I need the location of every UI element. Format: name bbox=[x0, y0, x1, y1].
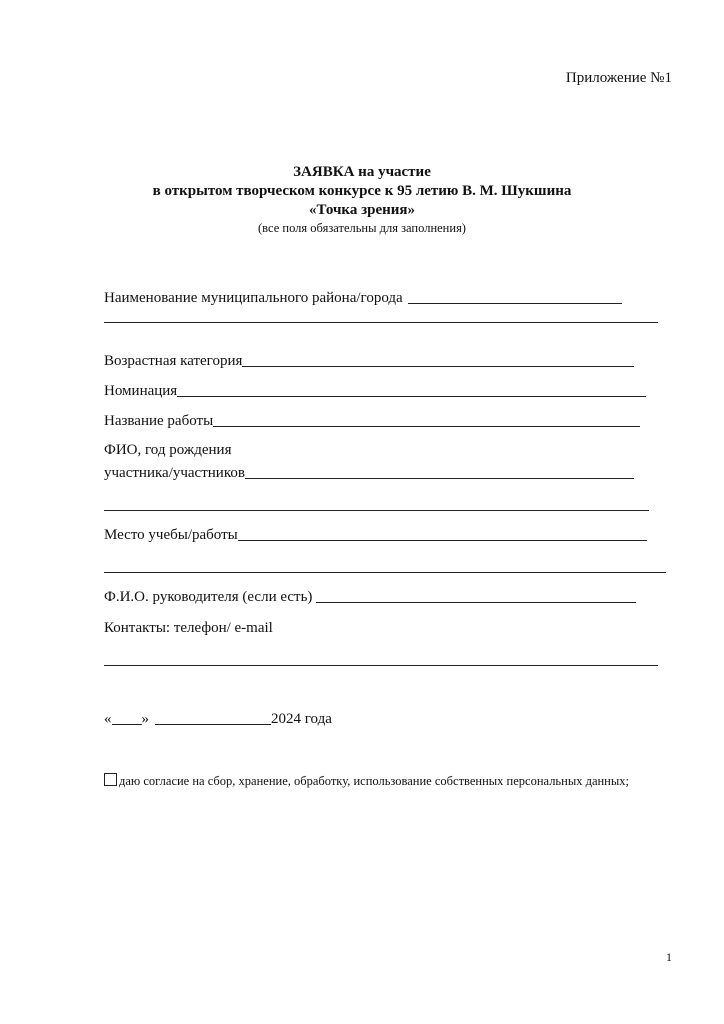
participant-continuation-line[interactable] bbox=[104, 510, 649, 511]
contacts-field bbox=[104, 620, 273, 637]
date-day-input-line[interactable] bbox=[112, 710, 142, 725]
age-category-label: Возрастная категория bbox=[104, 353, 243, 369]
participant-label-line2: участника/участников bbox=[104, 465, 245, 481]
study-place-label: Место учебы/работы bbox=[104, 527, 238, 543]
form-title: ЗАЯВКА на участие bbox=[293, 164, 431, 180]
date-month-input-line[interactable] bbox=[155, 710, 271, 725]
nomination-field bbox=[104, 382, 646, 400]
form-title-block bbox=[0, 163, 724, 236]
date-open-quote: « bbox=[104, 711, 112, 727]
date-close-quote: » bbox=[141, 711, 149, 727]
study-place-input-line[interactable] bbox=[238, 526, 647, 541]
study-place-field bbox=[104, 526, 647, 544]
page-number: 1 bbox=[666, 950, 672, 964]
study-place-continuation-line[interactable] bbox=[104, 572, 666, 573]
date-line bbox=[104, 710, 332, 728]
age-category-field bbox=[104, 352, 634, 370]
work-title-label: Название работы bbox=[104, 413, 214, 429]
consent-checkbox[interactable] bbox=[104, 773, 117, 786]
nomination-label: Номинация bbox=[104, 383, 178, 399]
participant-field-line2 bbox=[104, 464, 634, 482]
contacts-input-line[interactable] bbox=[104, 665, 658, 666]
consent-text: даю согласие на сбор, хранение, обработку, использование собственных персональных данных; bbox=[119, 774, 629, 788]
municipality-field bbox=[104, 289, 622, 307]
appendix-label: Приложение №1 bbox=[565, 70, 672, 86]
age-category-input-line[interactable] bbox=[242, 352, 634, 367]
date-year-text: 2024 года bbox=[271, 711, 332, 727]
municipality-input-line[interactable] bbox=[408, 289, 622, 304]
contest-name: «Точка зрения» bbox=[309, 202, 415, 218]
contacts-label: Контакты: телефон/ e-mail bbox=[104, 620, 273, 636]
consent-statement bbox=[104, 773, 672, 789]
participant-input-line[interactable] bbox=[245, 464, 634, 479]
contest-description: в открытом творческом конкурсе к 95 летию В. М. Шукшина bbox=[152, 183, 572, 199]
participant-field-line1 bbox=[104, 442, 231, 459]
supervisor-field bbox=[104, 588, 636, 606]
participant-label-line1: ФИО, год рождения bbox=[104, 442, 232, 458]
work-title-input-line[interactable] bbox=[213, 412, 640, 427]
supervisor-input-line[interactable] bbox=[316, 588, 636, 603]
required-note: (все поля обязательны для заполнения) bbox=[258, 221, 466, 235]
municipality-continuation-line[interactable] bbox=[104, 322, 658, 323]
work-title-field bbox=[104, 412, 640, 430]
municipality-label: Наименование муниципального района/города bbox=[104, 290, 403, 306]
supervisor-label: Ф.И.О. руководителя (если есть) bbox=[104, 589, 313, 605]
nomination-input-line[interactable] bbox=[177, 382, 646, 397]
